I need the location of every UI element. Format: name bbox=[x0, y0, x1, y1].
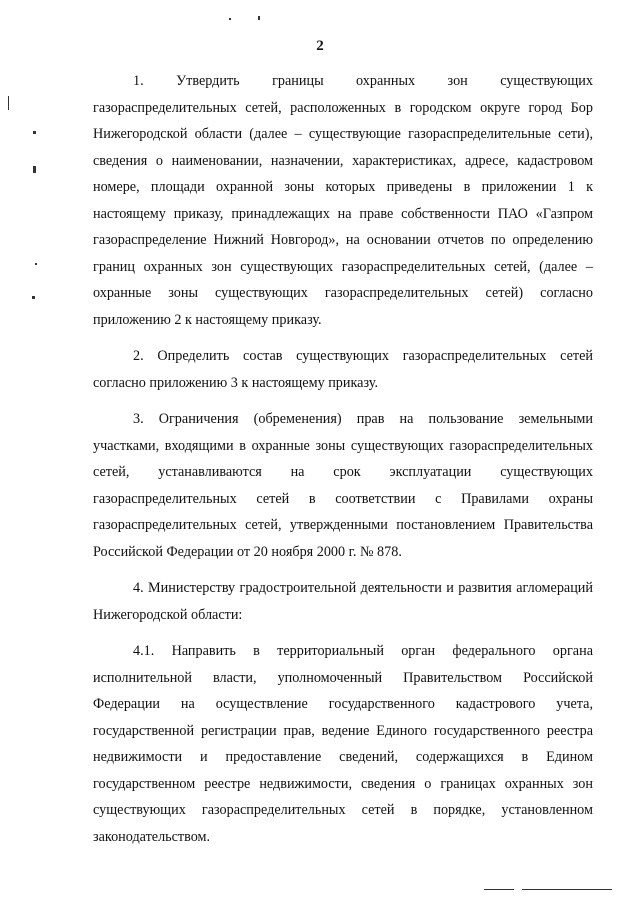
document-body bbox=[93, 68, 593, 860]
paragraph-2: 2. Определить состав существующих газораспределительных сетей согласно приложению 3 к настоящему приказу. bbox=[93, 348, 593, 391]
scan-mark bbox=[33, 166, 36, 173]
scan-line bbox=[522, 889, 612, 890]
paragraph-1: 1. Утвердить границы охранных зон существующих газораспределительных сетей, расположенных в городском округе город Бор Нижегородской области (далее – существующие газораспределительные сети), сведения о наименовании, назначении, характеристиках, адресе, кадастровом номере, площади охранной зоны которых приведены в приложении 1 к настоящему приказу, принадлежащих на праве собственности ПАО «Газпром газораспределение Нижний Новгород», на основании отчетов по определению границ охранных зон существующих газораспределительных сетей, (далее – охранные зоны существующих газораспределительных сетей) согласно приложению 2 к настоящему приказу. bbox=[93, 73, 593, 328]
scan-mark bbox=[35, 263, 37, 265]
scan-mark bbox=[229, 18, 231, 20]
scan-mark bbox=[8, 96, 9, 110]
scan-mark bbox=[258, 16, 260, 20]
paragraph-3: 3. Ограничения (обременения) прав на пользование земельными участками, входящими в охранные зоны существующих газораспределительных сетей, устанавливаются на срок эксплуатации существующих газораспределительных сетей в соответствии с Правилами охраны газораспределительных сетей, утвержденными постановлением Правительства Российской Федерации от 20 ноября 2000 г. № 878. bbox=[93, 411, 593, 560]
paragraph-4: 4. Министерству градостроительной деятельности и развития агломераций Нижегородской области: bbox=[93, 580, 593, 623]
scan-line bbox=[484, 889, 514, 890]
paragraph-4-1: 4.1. Направить в территориальный орган федерального органа исполнительной власти, уполномоченный Правительством Российской Федерации на осуществление государственного кадастрового учета, государственной регистрации прав, ведение Единого государственного реестра недвижимости и предоставление сведений, содержащихся в Едином государственном реестре недвижимости, сведения о границах охранных зон существующих газораспределительных сетей в порядке, установленном законодательством. bbox=[93, 643, 593, 845]
page-number: 2 bbox=[316, 38, 324, 54]
scan-mark bbox=[32, 296, 35, 299]
scan-mark bbox=[33, 131, 36, 134]
